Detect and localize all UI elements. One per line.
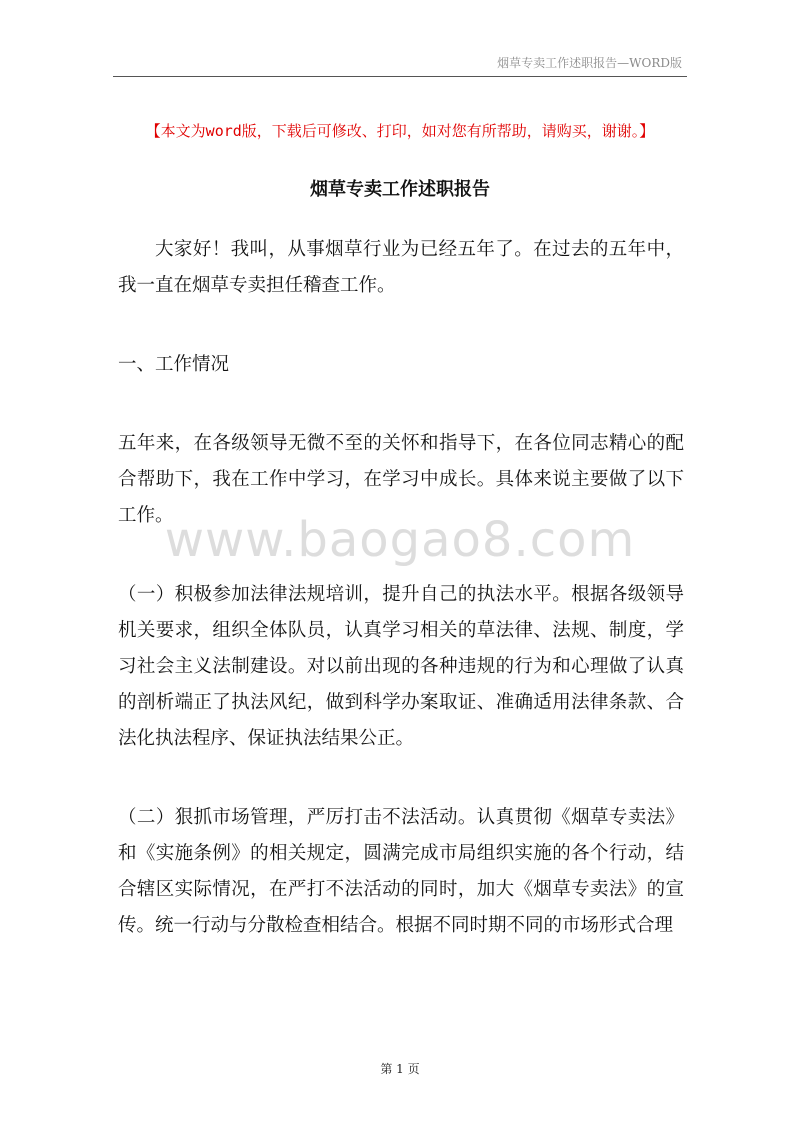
page-number: 第 1 页	[380, 1062, 420, 1076]
document-title: 烟草专卖工作述职报告	[310, 179, 490, 200]
header-divider	[113, 76, 687, 77]
paragraph-overview: 五年来，在各级领导无微不至的关怀和指导下，在各位同志精心的配合帮助下，我在工作中学习，在学习中成长。具体来说主要做了以下工作。	[118, 433, 684, 526]
watermark: www.baogao8.com	[164, 512, 636, 568]
paragraph-gap	[118, 383, 684, 426]
paragraph-gap	[118, 304, 684, 347]
paragraph-gap	[118, 757, 684, 800]
paragraph-item-1: （一）积极参加法律法规培训，提升自己的执法水平。根据各级领导机关要求，组织全体队员，认真学习相关的草法律、法规、制度，学习社会主义法制建设。对以前出现的各种违规的行为和心理做了认真的剖析端正了执法风纪，做到科学办案取证、准确适用法律条款、合法化执法程序、保证执法结果公正。	[118, 584, 684, 749]
paragraph-item-2: （二）狠抓市场管理，严厉打击不法活动。认真贯彻《烟草专卖法》和《实施条例》的相关规定，圆满完成市局组织实施的各个行动，结合辖区实际情况，在严打不法活动的同时，加大《烟草专卖法》的宣传。统一行动与分散检查相结合。根据不同时期不同的市场形式合理	[118, 807, 684, 936]
paragraph-gap	[118, 534, 684, 577]
running-header-title: 烟草专卖工作述职报告—WORD版	[497, 56, 682, 70]
section-heading: 一、工作情况	[118, 354, 230, 375]
document-body	[118, 232, 684, 944]
paragraph-intro: 大家好！我叫，从事烟草行业为已经五年了。在过去的五年中，我一直在烟草专卖担任稽查工作。	[118, 239, 684, 296]
purchase-notice: 【本文为word版，下载后可修改、打印，如对您有所帮助，请购买，谢谢。】	[145, 122, 655, 140]
